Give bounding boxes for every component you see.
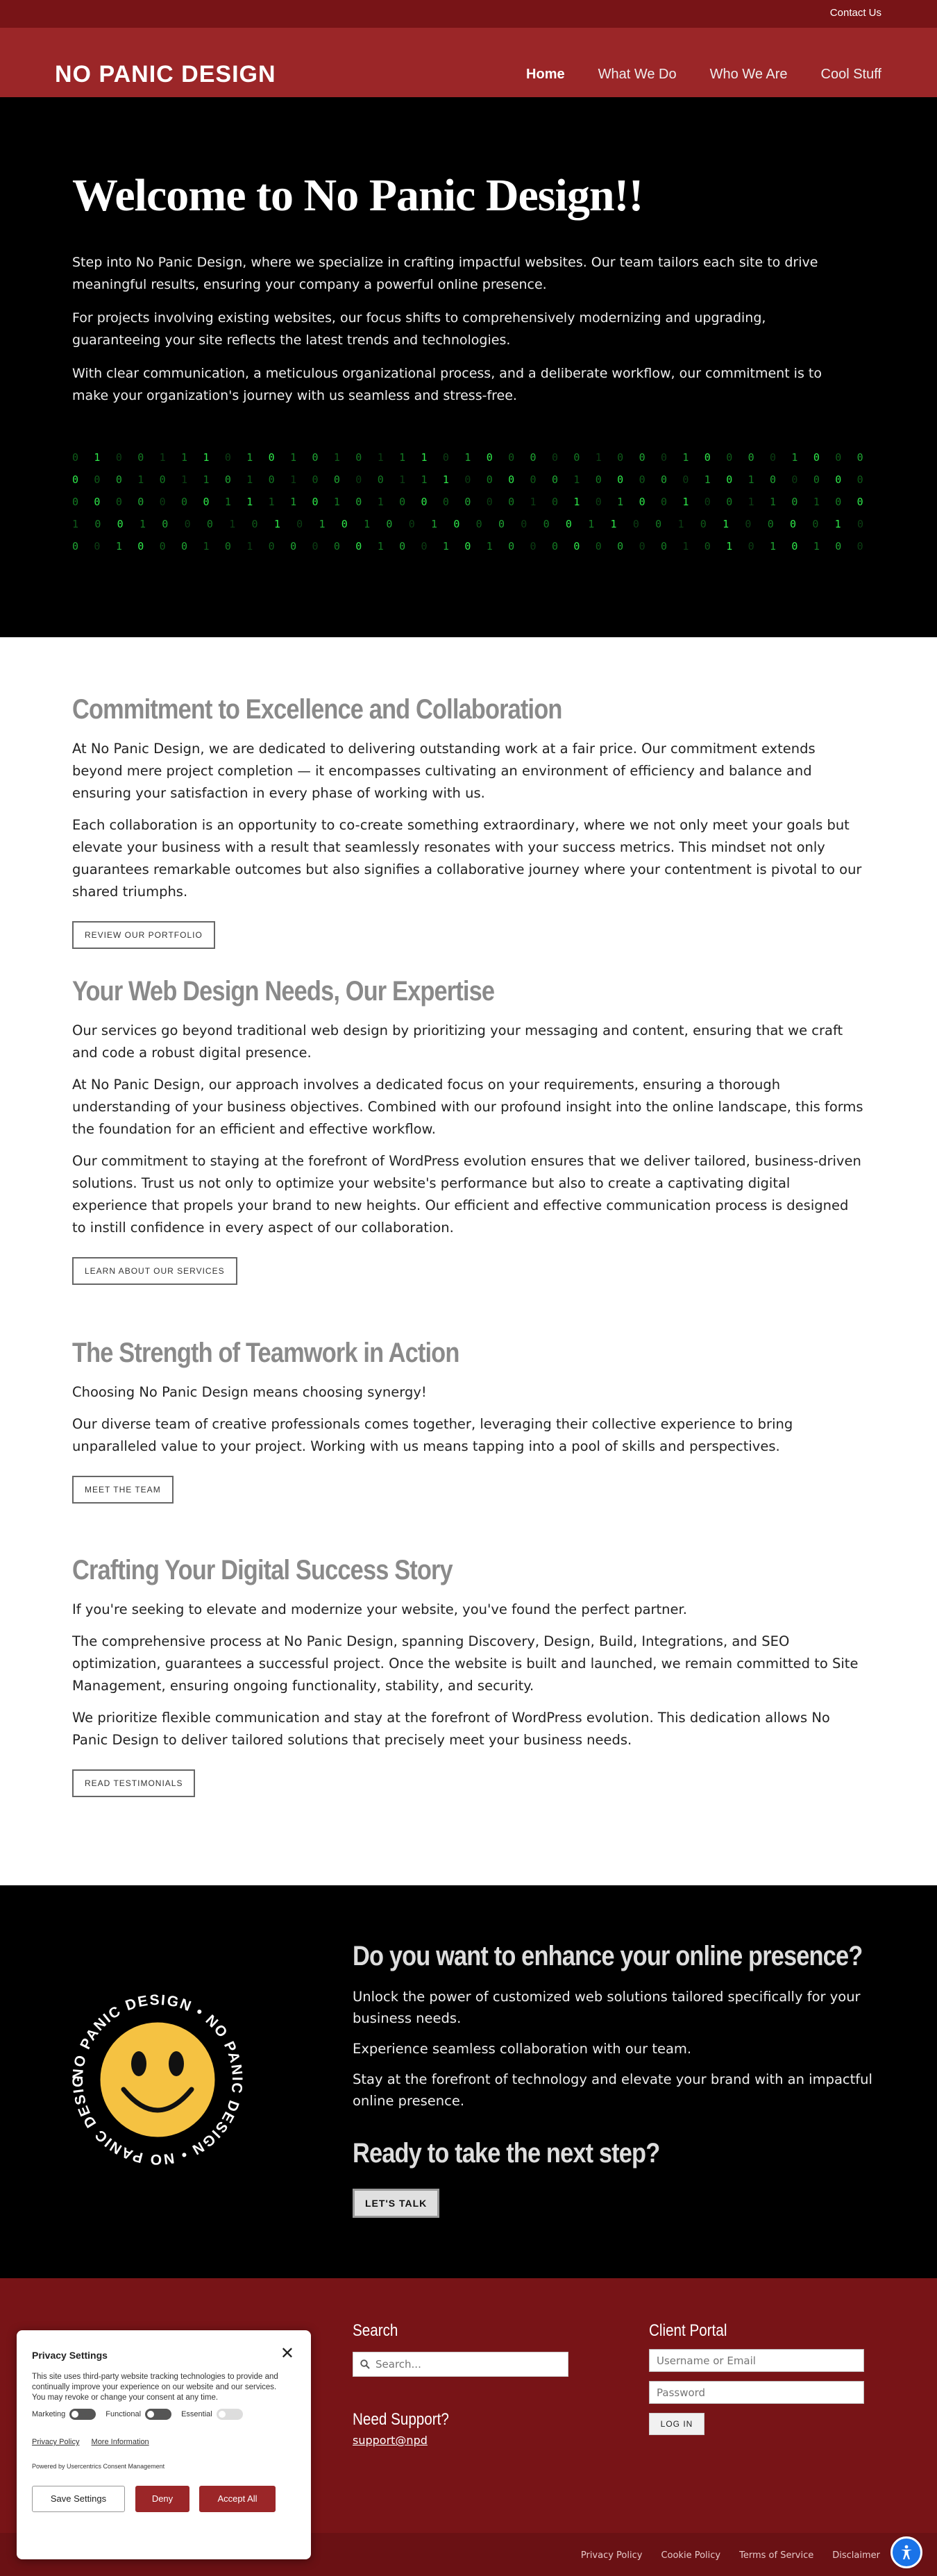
- binary-row: 0 0 0 1 0 1 1 0 1 0 1 0 0 0 0 1 1 1 0 0 0 0 0 1 0 0 0 0 0 1 0 1 0 0 0 0 0: [72, 473, 863, 486]
- cta-paragraph: Stay at the forefront of technology and elevate your brand with an impactful online presence.: [353, 2071, 872, 2109]
- consent-toggles: [32, 2409, 296, 2420]
- more-information-link[interactable]: More Information: [91, 2438, 149, 2446]
- nav-who-we-are[interactable]: Who We Are: [709, 67, 788, 82]
- smiley-badge: [67, 1989, 248, 2171]
- hero-paragraph: With clear communication, a meticulous organizational process, and a deliberate workflow, our commitment is to make your organization's journey with us seamless and stress-free.: [72, 366, 822, 403]
- dialog-privacy-policy-link[interactable]: Privacy Policy: [32, 2438, 80, 2446]
- hero-paragraph: Step into No Panic Design, where we specialize in crafting impactful websites. Our team tailors each site to drive meaningful results, ensuring your company a powerful online presence.: [72, 255, 818, 292]
- main-header: [0, 28, 937, 97]
- section-paragraph: At No Panic Design, our approach involves a dedicated focus on your requirements, ensuring a thorough understanding of your business objectives. Combined with our profound insight into the online landscape, this forms the foundation for an efficient and effective workflow.: [72, 1077, 863, 1137]
- binary-row: 0 1 0 0 1 1 1 0 1 0 1 0 1 0 1 1 1 0 1 0 0 0 0 0 1 0 0 0 1 0 0 0 0 1 0 0 0: [72, 451, 863, 464]
- smiley-face-icon: [99, 2021, 216, 2138]
- search-icon: [360, 2359, 370, 2369]
- section-paragraph: We prioritize flexible communication and stay at the forefront of WordPress evolution. This dedication allows No Panic Design to deliver tailored solutions that precisely meet your business needs.: [72, 1710, 830, 1748]
- learn-services-button[interactable]: LEARN ABOUT OUR SERVICES: [72, 1257, 237, 1285]
- accessibility-button[interactable]: [890, 2536, 922, 2568]
- essential-toggle: [217, 2409, 243, 2420]
- binary-row: 0 0 0 0 0 0 0 1 1 1 1 0 1 0 1 0 0 0 0 0 0 1 0 1 0 1 0 0 1 0 0 1 1 0 1 0 0: [72, 496, 863, 508]
- privacy-links: [32, 2438, 296, 2446]
- meet-team-button[interactable]: MEET THE TEAM: [72, 1476, 174, 1504]
- privacy-policy-link[interactable]: Privacy Policy: [580, 2550, 643, 2561]
- contact-us-link[interactable]: Contact Us: [829, 7, 881, 19]
- cta-text: [353, 1941, 880, 2218]
- section-paragraph: The comprehensive process at No Panic Design, spanning Discovery, Design, Build, Integrations, and SEO optimization, guarantees a successful project. Once the website is built and launched, we remain committed to Site Management, ensuring ongoing functionality, stability, and security.: [72, 1633, 859, 1694]
- login-button[interactable]: LOG IN: [649, 2413, 704, 2435]
- footer-search-title: Search: [353, 2321, 398, 2340]
- main-nav: [493, 67, 881, 83]
- hero-title: Welcome to No Panic Design!!: [72, 170, 643, 221]
- disclaimer-link[interactable]: Disclaimer: [832, 2550, 880, 2561]
- nav-home[interactable]: Home: [526, 67, 565, 82]
- top-bar: [0, 0, 937, 28]
- cookie-policy-link[interactable]: Cookie Policy: [661, 2550, 721, 2561]
- toggle-label-essential: Essential: [181, 2410, 212, 2418]
- section-paragraph: If you're seeking to elevate and modernize your website, you've found the perfect partner.: [72, 1601, 687, 1617]
- binary-matrix: [72, 451, 863, 562]
- section-title: Crafting Your Digital Success Story: [72, 1555, 453, 1585]
- functional-toggle[interactable]: [145, 2409, 171, 2420]
- terms-link[interactable]: Terms of Service: [739, 2550, 814, 2561]
- hero-paragraph: For projects involving existing websites, our focus shifts to comprehensively modernizing and upgrading, guaranteeing your site reflects the latest trends and technologies.: [72, 310, 766, 348]
- cta-heading-2: Ready to take the next step?: [353, 2138, 660, 2169]
- password-field[interactable]: [649, 2381, 864, 2404]
- section-title: Your Web Design Needs, Our Expertise: [72, 976, 495, 1007]
- smiley-eye-icon: [131, 2051, 146, 2076]
- section-paragraph: Choosing No Panic Design means choosing synergy!: [72, 1384, 427, 1400]
- privacy-description: This site uses third-party website tracking technologies to provide and continually improve your experience on our website and our services. You may revoke or change your consent at any time.: [32, 2373, 278, 2402]
- footer-search: [353, 2321, 568, 2447]
- section-title: The Strength of Teamwork in Action: [72, 1338, 459, 1368]
- cta-heading: Do you want to enhance your online presence?: [353, 1941, 863, 1971]
- save-settings-button[interactable]: Save Settings: [32, 2486, 125, 2512]
- footer-client-portal: [649, 2321, 864, 2435]
- lets-talk-button[interactable]: LET'S TALK: [353, 2189, 439, 2218]
- footer-portal-title: Client Portal: [649, 2321, 727, 2340]
- section-paragraph: Our services go beyond traditional web design by prioritizing your messaging and content, ensuring that we craft and code a robust digital presence.: [72, 1022, 843, 1061]
- section-expertise: [72, 976, 863, 1285]
- username-field[interactable]: [649, 2349, 864, 2372]
- search-field[interactable]: [353, 2352, 568, 2377]
- search-input[interactable]: [375, 2358, 563, 2371]
- hero-section: [0, 97, 937, 637]
- site-logo[interactable]: NO PANIC DESIGN: [55, 61, 276, 87]
- section-paragraph: At No Panic Design, we are dedicated to delivering outstanding work at a fair price. Our commitment extends beyond mere project completion — it encompasses cultivating an environment of efficiency and balance and ensuring your satisfaction in every phase of working with us.: [72, 741, 816, 801]
- footer-support-title: Need Support?: [353, 2410, 449, 2429]
- cta-paragraph: Experience seamless collaboration with our team.: [353, 2041, 692, 2057]
- section-paragraph: Each collaboration is an opportunity to co-create something extraordinary, where we not only meet your goals but elevate your business with a result that seamlessly resonates with your success metrics. This mindset not only guarantees remarkable outcomes but also signifies a collaborative journey where your contentment is pivotal to our shared triumphs.: [72, 817, 862, 900]
- section-paragraph: Our commitment to staying at the forefront of WordPress evolution ensures that we deliver tailored, business-driven solutions. Trust us not only to optimize your website's performance but also to create a captivating digital experience that propels your brand to new heights. Our efficient and effective communication process is designed to instill confidence in every aspect of our collaboration.: [72, 1153, 861, 1236]
- privacy-settings-dialog: [17, 2330, 311, 2559]
- smiley-eye-icon: [169, 2051, 184, 2076]
- powered-by: Powered by Usercentrics Consent Management: [32, 2463, 165, 2470]
- badge-ring-text: NO PANIC DESIGN • NO PANIC DESIGN • NO PANIC DESIG: [69, 1992, 246, 2168]
- marketing-toggle[interactable]: [69, 2409, 96, 2420]
- binary-row: 0 0 1 0 0 0 1 0 1 0 0 0 0 0 1 0 0 1 0 1 0 0 0 0 0 0 0 0 1 0 1 0 1 0 1 0 0: [72, 540, 863, 553]
- cta-section: [0, 1885, 937, 2278]
- toggle-label-functional: Functional: [105, 2410, 142, 2418]
- toggle-label-marketing: Marketing: [32, 2410, 66, 2418]
- read-testimonials-button[interactable]: READ TESTIMONIALS: [72, 1769, 195, 1797]
- deny-button[interactable]: Deny: [135, 2486, 189, 2512]
- binary-row: 1 0 0 1 0 0 0 1 0 1 0 1 0 1 0 0 1 0 0 0 0 0 0 1 1 0 0 1 0 1 0 0 0 0 1 0: [72, 518, 863, 530]
- review-portfolio-button[interactable]: REVIEW OUR PORTFOLIO: [72, 921, 215, 949]
- section-title: Commitment to Excellence and Collaboration: [72, 694, 562, 725]
- close-icon[interactable]: ✕: [280, 2344, 294, 2363]
- section-paragraph: Our diverse team of creative professionals comes together, leveraging their collective experience to bring unparalleled value to your project. Working with us means tapping into a pool of skills and perspectives.: [72, 1416, 793, 1454]
- cta-paragraph: Unlock the power of customized web solutions tailored specifically for your business needs.: [353, 1989, 861, 2026]
- privacy-title: Privacy Settings: [32, 2350, 108, 2361]
- section-success-story: [72, 1555, 863, 1797]
- support-email-link[interactable]: support@npd: [353, 2434, 428, 2447]
- section-commitment: [72, 694, 863, 949]
- accessibility-icon: [898, 2544, 915, 2561]
- footer-legal-links: [562, 2550, 880, 2561]
- section-teamwork: [72, 1338, 863, 1504]
- nav-what-we-do[interactable]: What We Do: [598, 67, 677, 82]
- privacy-buttons: [32, 2486, 296, 2512]
- accept-all-button[interactable]: Accept All: [199, 2486, 276, 2512]
- nav-cool-stuff[interactable]: Cool Stuff: [820, 67, 881, 82]
